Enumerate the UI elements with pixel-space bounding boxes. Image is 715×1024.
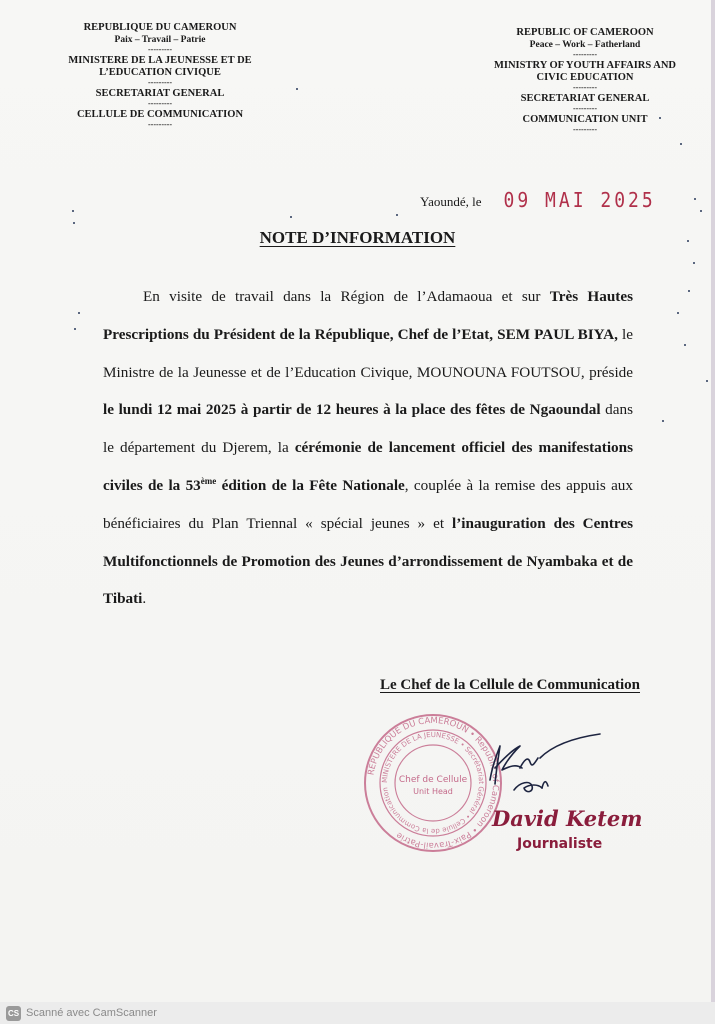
svg-text:REPUBLIQUE DU CAMEROUN • Repub: REPUBLIQUE DU CAMEROUN • Republic of Cameroon • Paix-Travail-Patrie — [366, 715, 501, 851]
ordinal-suffix: ème — [200, 475, 217, 486]
handwritten-signature — [460, 728, 610, 808]
body-text-segment: dans le département du Djerem, la — [103, 401, 633, 457]
footer-text: Scanné avec CamScanner — [26, 1007, 157, 1019]
header-right-unit: COMMUNICATION UNIT — [522, 114, 648, 125]
body-text-segment: le Ministre de la Jeunesse et de l’Education Civique, MOUNOUNA FOUTSOU, préside — [103, 325, 633, 381]
camscanner-logo-icon: CS — [6, 1006, 21, 1021]
body-paragraph — [103, 278, 633, 618]
body-text-segment: . — [142, 590, 147, 608]
date-place: Yaoundé, le — [420, 194, 482, 209]
header-left-unit: CELLULE DE COMMUNICATION — [76, 109, 244, 120]
header-left-ministry-2: L’EDUCATION CIVIQUE — [99, 67, 221, 78]
header-right-separator: --------- — [573, 125, 597, 134]
date-stamp: 09 MAI 2025 — [503, 188, 656, 213]
title-text: NOTE D’INFORMATION — [259, 228, 456, 247]
body-bold-segment: cérémonie de lancement officiel des manifestations civiles de la 53 — [103, 439, 633, 494]
header-right-country: REPUBLIC OF CAMEROON — [516, 27, 654, 38]
page-edge — [711, 0, 715, 1024]
seal-center-1: Chef de Cellule — [398, 775, 468, 785]
body-bold-segment: Très Hautes Prescriptions du Président de la République, Chef de l’Etat, SEM PAUL BIYA, — [103, 288, 633, 343]
svg-text:MINISTERE DE LA JEUNESSE • Sec: MINISTERE DE LA JEUNESSE • Secrétariat Général • Cellule de la Communication — [380, 730, 486, 836]
body-bold-segment: le lundi 12 mai 2025 à partir de 12 heures à la place des fêtes de Ngaoundal — [103, 401, 601, 419]
seal-center-2: Unit Head — [413, 787, 453, 796]
header-left-country: REPUBLIQUE DU CAMEROUN — [83, 22, 237, 33]
signer-name: David Ketem — [492, 806, 643, 831]
header-left-secretariat: SECRETARIAT GENERAL — [95, 88, 225, 99]
header-right — [470, 27, 700, 133]
scanner-footer — [0, 1002, 715, 1024]
header-right-motto: Peace – Work – Fatherland — [529, 40, 641, 50]
header-right-ministry-1: MINISTRY OF YOUTH AFFAIRS AND — [493, 60, 677, 71]
body-bold-segment: l’inauguration des Centres Multifonctionnels de Promotion des Jeunes d’arrondissement de Nyambaka et de Tibati — [103, 514, 634, 608]
header-left-ministry-1: MINISTERE DE LA JEUNESSE ET DE — [68, 55, 252, 66]
header-left-separator: --------- — [148, 120, 172, 129]
date-line — [420, 190, 656, 211]
header-right-secretariat: SECRETARIAT GENERAL — [520, 93, 650, 104]
signatory-title — [340, 677, 640, 694]
document-title — [0, 228, 715, 248]
header-left-separator: --------- — [148, 78, 172, 87]
header-right-separator: --------- — [573, 83, 597, 92]
signer-role: Journaliste — [517, 836, 603, 852]
body-text-segment: En visite de travail dans la Région de l’Adamaoua et sur — [143, 288, 550, 305]
header-right-separator: --------- — [573, 104, 597, 113]
body-text-segment: , couplée à la remise des appuis aux bénéficiaires du Plan Triennal « spécial jeunes » et — [103, 476, 633, 532]
header-left-motto: Paix – Travail – Patrie — [114, 35, 206, 45]
header-right-ministry-2: CIVIC EDUCATION — [536, 72, 634, 83]
header-left-separator: --------- — [148, 99, 172, 108]
body-bold-segment: édition de la Fête Nationale — [216, 476, 405, 494]
signatory-text: Le Chef de la Cellule de Communication — [380, 677, 640, 693]
header-right-separator: --------- — [573, 50, 597, 59]
header-left-separator: --------- — [148, 45, 172, 54]
header-left — [40, 22, 280, 128]
